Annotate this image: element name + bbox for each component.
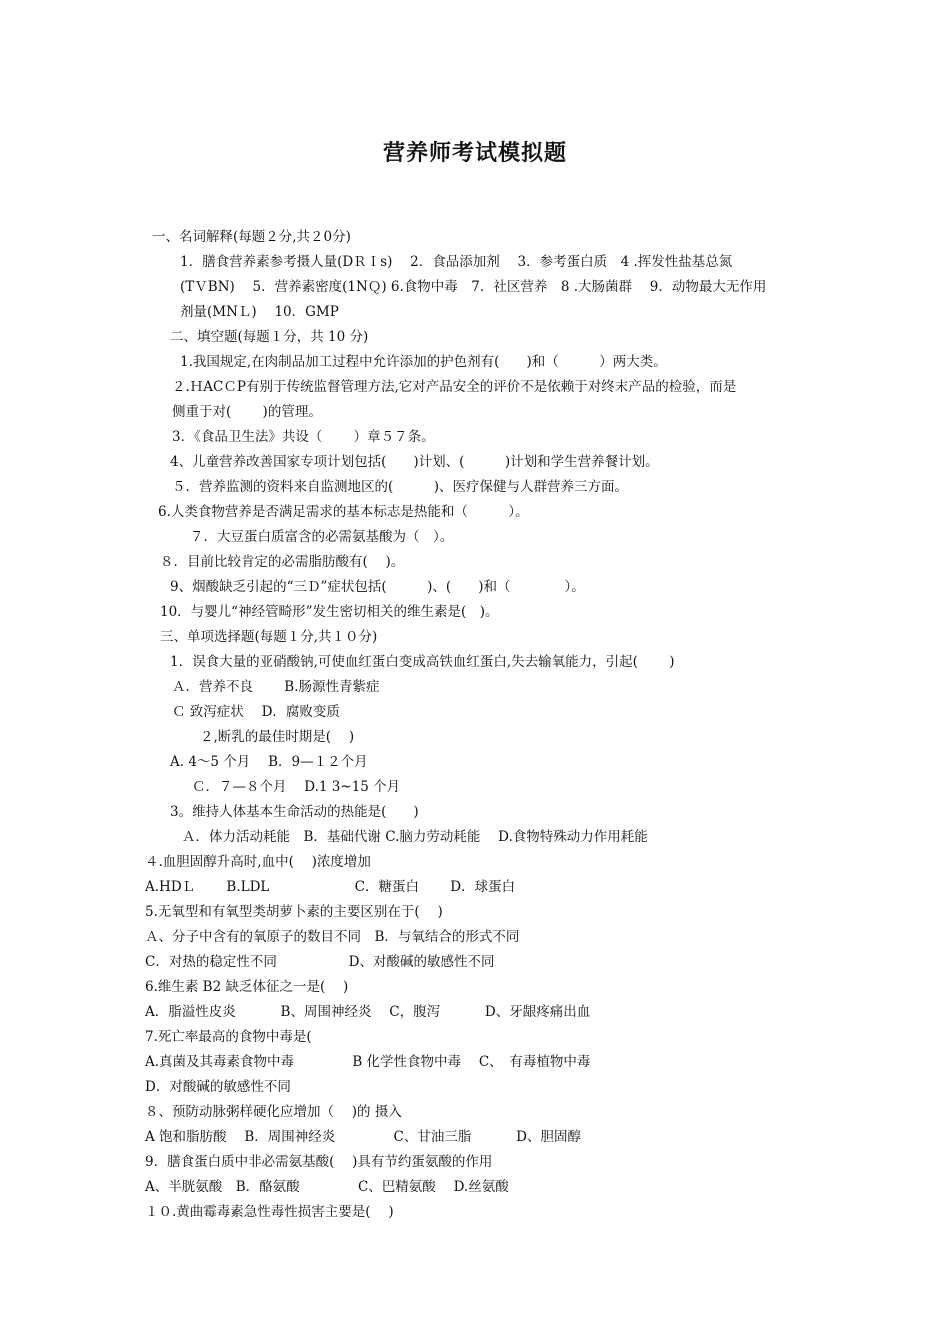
text-line: ５．营养监测的资料来自监测地区的( )、医疗保健与人群营养三方面。: [172, 479, 629, 495]
text-line: A、半胱氨酸 B．酪氨酸 C、巴精氨酸 D.丝氨酸: [145, 1179, 509, 1195]
text-line: 3．《食品卫生法》共设（ ）章５７条。: [172, 429, 435, 445]
text-line: Ａ．体力活动耗能 B．基础代谢 C.脑力劳动耗能 D.食物特殊动力作用耗能: [182, 829, 648, 845]
text-line: 9．膳食蛋白质中非必需氨基酸( )具有节约蛋氨酸的作用: [145, 1154, 493, 1170]
text-line: １０.黄曲霉毒素急性毒性损害主要是( ): [145, 1204, 394, 1220]
text-line: A．脂溢性皮炎 B、周围神经炎 C，腹泻 D、牙龈疼痛出血: [145, 1004, 591, 1020]
text-line: ２.ＨACＣP有别于传统监督管理方法,它对产品安全的评价不是依赖于对终末产品的检验，而是: [172, 379, 737, 395]
text-line: 1.我国规定,在肉制品加工过程中允许添加的护色剂有( )和（ ）两大类。: [180, 354, 667, 370]
text-line: 1．膳食营养素参考摄人量(DＲＩs) 2．食品添加剂 3．参考蛋白质 4 .挥发性盐基总氮: [180, 254, 733, 270]
text-line: ７．大豆蛋白质富含的必需氨基酸为（ ）。: [190, 529, 454, 545]
text-line: Ｃ．７—８个月 D.1 3~15 个月: [192, 779, 401, 795]
text-line: ８．目前比较肯定的必需脂肪酸有( )。: [160, 554, 405, 570]
text-line: 6.维生素 B2 缺乏体征之一是( ): [145, 979, 349, 995]
text-line: Ａ、分子中含有的氧原子的数目不同 B．与氧结合的形式不同: [145, 929, 520, 945]
text-line: A. 4～5 个月 B．9—１２个月: [170, 754, 368, 770]
text-line: 剂量(MNＬ) 10．GMP: [180, 304, 339, 320]
text-line: Ｃ 致泻症状 D．腐败变质: [172, 704, 340, 720]
text-line: A.真菌及其毒素食物中毒 B 化学性食物中毒 C、 有毒植物中毒: [145, 1054, 591, 1070]
text-line: Ａ．营养不良 B.肠源性青紫症: [172, 679, 380, 695]
text-line: 10．与婴儿“神经管畸形”发生密切相关的维生素是( )。: [160, 604, 499, 620]
text-line: 三、单项选择题(每题１分,共１０分): [160, 629, 378, 645]
text-line: ８、预防动脉粥样硬化应增加（ )的 摄入: [145, 1104, 402, 1120]
text-line: 5.无氧型和有氧型类胡萝卜素的主要区别在于( ): [145, 904, 443, 920]
text-line: ４.血胆固醇升高时,血中( )浓度增加: [145, 854, 371, 870]
text-line: 一、名词解释(每题２分,共２0分): [152, 229, 351, 245]
text-line: 二、填空题(每题１分，共 10 分): [170, 329, 369, 345]
text-line: 1．误食大量的亚硝酸钠,可使血红蛋白变成高铁血红蛋白,失去输氧能力，引起( ): [170, 654, 675, 670]
text-line: D．对酸碱的敏感性不同: [145, 1079, 291, 1095]
text-line: (TＶBN) 5．营养素密度(1NＱ) 6.食物中毒 7．社区营养 8 .大肠菌群 9．动物最大无作用: [180, 279, 767, 295]
text-line: 3。维持人体基本生命活动的热能是( ): [170, 804, 419, 820]
text-line: 7.死亡率最高的食物中毒是(: [145, 1029, 312, 1045]
text-line: 6.人类食物营养是否满足需求的基本标志是热能和（ ）。: [158, 504, 529, 520]
text-line: C．对热的稳定性不同 D、对酸碱的敏感性不同: [145, 954, 495, 970]
text-line: 9、烟酸缺乏引起的“三Ｄ”症状包括( )、( )和（ ）。: [170, 579, 585, 595]
text-line: A 饱和脂肪酸 B．周围神经炎 C、甘油三脂 D、胆固醇: [145, 1129, 581, 1145]
text-line: A.HDＬ B.LDL C．糖蛋白 D．球蛋白: [145, 879, 516, 895]
page-title: 营养师考试模拟题: [382, 140, 567, 166]
text-line: 侧重于对( )的管理。: [172, 404, 322, 420]
text-line: 4、儿童营养改善国家专项计划包括( )计划、( )计划和学生营养餐计划。: [170, 454, 659, 470]
text-line: ２,断乳的最佳时期是( ): [200, 729, 355, 745]
